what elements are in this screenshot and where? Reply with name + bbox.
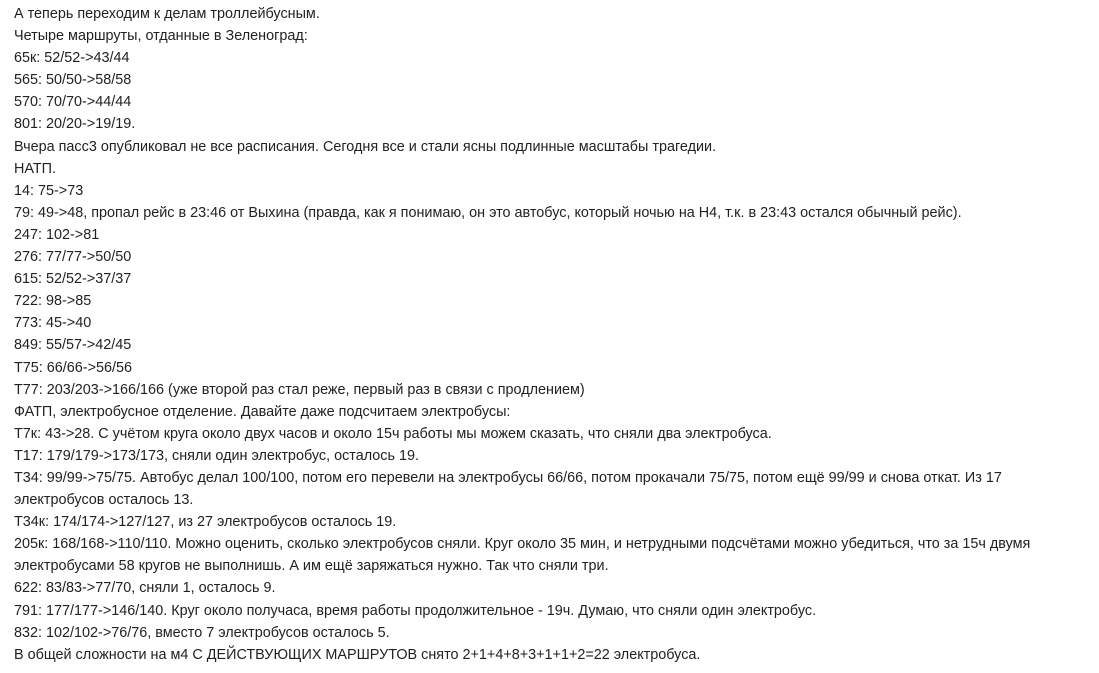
- post-line-route-t34k: Т34к: 174/174->127/127, из 27 электробусов осталось 19.: [14, 514, 397, 531]
- post-line-route-801: 801: 20/20->19/19.: [14, 116, 136, 133]
- post-line-route-722: 722: 98->85: [14, 293, 92, 310]
- post-line-route-65k: 65к: 52/52->43/44: [14, 50, 130, 67]
- post-line-route-622: 622: 83/83->77/70, сняли 1, осталось 9.: [14, 580, 276, 597]
- post-line-route-849: 849: 55/57->42/45: [14, 337, 132, 354]
- post-line-route-205k: 205к: 168/168->110/110. Можно оценить, сколько электробусов сняли. Круг около 35 мин, и нетрудными подсчётами можно убедиться, что за 15ч двумя электробусами 58 кругов не выполнишь. А им ещё заряжаться нужно. Так что сняли три.: [14, 536, 1031, 575]
- post-line-route-773: 773: 45->40: [14, 315, 92, 332]
- post-line-route-t34: Т34: 99/99->75/75. Автобус делал 100/100, потом его перевели на электробусы 66/66, потом прокачали 75/75, потом ещё 99/99 и снова откат. Из 17 электробусов осталось 13.: [14, 469, 1002, 509]
- post-line-route-791: 791: 177/177->146/140. Круг около получаса, время работы продолжительное - 19ч. Думаю, что сняли один электробус.: [14, 602, 817, 619]
- post-line-fatp-heading: ФАТП, электробусное отделение. Давайте даже подсчитаем электробусы:: [14, 403, 511, 420]
- post-line-route-14: 14: 75->73: [14, 182, 84, 199]
- post-line-schedules-note: Вчера пасс3 опубликовал не все расписания. Сегодня все и стали ясны подлинные масштабы трагедии.: [14, 138, 717, 155]
- post-line-route-565: 565: 50/50->58/58: [14, 72, 132, 89]
- post-line-route-t17: Т17: 179/179->173/173, сняли один электробус, осталось 19.: [14, 447, 419, 464]
- post-line-route-832: 832: 102/102->76/76, вместо 7 электробусов осталось 5.: [14, 624, 390, 641]
- post-line-route-247: 247: 102->81: [14, 226, 100, 243]
- post-line-zelenograd-heading: Четыре маршруты, отданные в Зеленоград:: [14, 28, 308, 45]
- post-line-summary: В общей сложности на м4 С ДЕЙСТВУЮЩИХ МАРШРУТОВ снято 2+1+4+8+3+1+1+2=22 электробуса.: [14, 646, 701, 663]
- post-line-route-t77: Т77: 203/203->166/166 (уже второй раз стал реже, первый раз в связи с продлением): [14, 381, 585, 398]
- post-line-route-79: 79: 49->48, пропал рейс в 23:46 от Выхина (правда, как я понимаю, он это автобус, который ночью на Н4, т.к. в 23:43 остался обычный рейс).: [14, 204, 962, 221]
- post-line-route-615: 615: 52/52->37/37: [14, 271, 132, 288]
- post-line-intro: А теперь переходим к делам троллейбусным.: [14, 6, 320, 22]
- post-line-route-t7k: Т7к: 43->28. С учётом круга около двух часов и около 15ч работы мы можем сказать, что сняли два электробуса.: [14, 425, 772, 442]
- post-line-route-276: 276: 77/77->50/50: [14, 249, 132, 266]
- post-line-natp-heading: НАТП.: [14, 160, 56, 177]
- post-line-route-570: 570: 70/70->44/44: [14, 94, 132, 111]
- post-line-route-t75: Т75: 66/66->56/56: [14, 359, 133, 376]
